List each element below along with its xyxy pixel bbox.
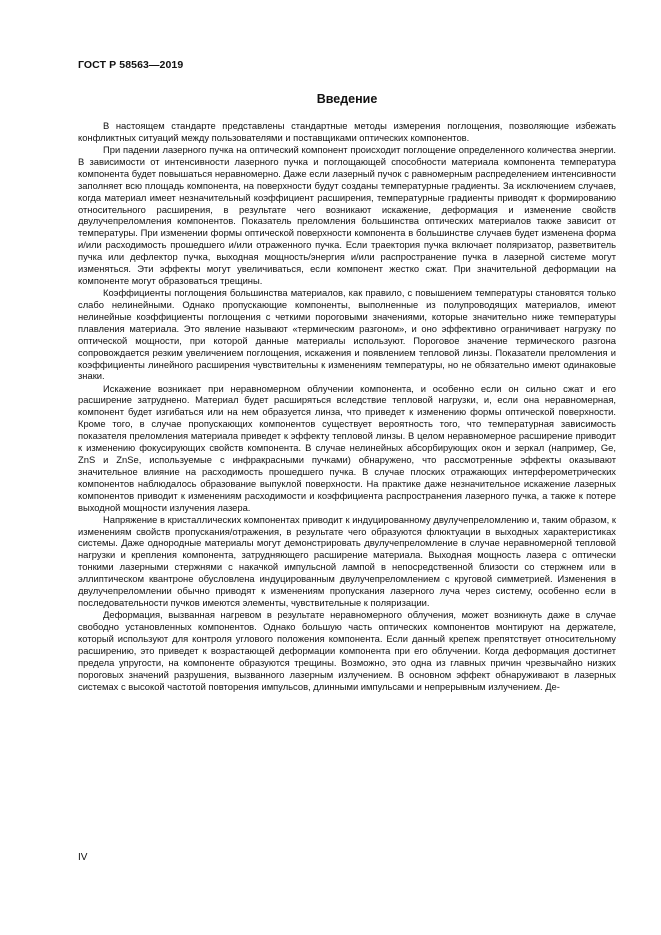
body-text <box>78 120 616 693</box>
paragraph: Напряжение в кристаллических компонентах приводит к индуцированному двулучепреломлению и, таким образом, к изменениям свойств пропускания/отражения, в результате чего образуются флюктуации в выходных характеристиках системы. Даже однородные материалы могут демонстрировать двулучепреломление в случае неравномерной тепловой нагрузки и крепления компонента, затрудняющего расширение материала. Выходная мощность лазера с оптически тонкими лазерными стержнями с накачкой импульсной лампой в непосредственной близости со стержнем или в эллиптическом квантроне обусловлена индуцированным двулучепреломлением с круговой симметрией. Изменения в двулучепреломлении обычно приводят к изменениям пропускания лазерного луча через систему, особенно если в последовательности пучков имеются элементы, чувствительные к поляризации. <box>78 513 616 608</box>
paragraph: При падении лазерного пучка на оптический компонент происходит поглощение определенного количества энергии. В зависимости от интенсивности лазерного пучка и поглощающей способности материала компонента температура компонента будет повышаться неравномерно. Даже если лазерный пучок с равномерным распределением интенсивности заполняет всю площадь компонента, на поверхности будут созданы температурные градиенты. За исключением случаев, когда материал имеет незначительный коэффициент расширения, температурные градиенты приводят к формированию относительного расширения, в результате чего возникают искажение, деформация и изменение свойств двулучепреломления компонентов. Показатель преломления большинства оптических материалов также зависит от температуры. При изменении формы оптической поверхности компонента в большинстве случаев будет изменена форма и/или расходимость прошедшего и/или отраженного пучка. Если траектория пучка включает поляризатор, разветвитель пучка или дефлектор пучка, выходная мощность/энергия и/или распространение пучка в лазерной системе могут изменяться. Эти эффекты могут увеличиваться, если компонент жестко сжат. При значительной деформации на компоненте могут образоваться трещины. <box>78 144 616 286</box>
standard-designation: ГОСТ Р 58563—2019 <box>78 59 184 71</box>
paragraph: Искажение возникает при неравномерном облучении компонента, и особенно если он сильно сжат и его расширение затруднено. Материал будет расширяться вследствие тепловой нагрузки, и, если она неравномерная, компонент будет изгибаться или на нем образуется линза, что приведет к изменению формы оптической поверхности. Кроме того, в случае пропускающих компонентов существует вероятность того, что температурная зависимость показателя преломления материала приведет к эффекту тепловой линзы. В целом неравномерное расширение приводит к изменению фокусирующих свойств компонента. В случае нелинейных абсорбирующих окон и зеркал (например, Ge, ZnS и ZnSe, используемые с инфракрасными пучками) обнаружено, что рассмотренные эффекты оказывают значительное влияние на расходимость прошедшего пучка. В случае плоских отражающих интерферометрических компонентов наблюдалось образование выпуклой поверхности. На практике даже незначительное искажение лазерных компонентов приводит к изменениям расходимости и коэффициента распространения лазерного пучка, а также к потере выходной мощности излучения лазера. <box>78 382 616 513</box>
paragraph: Деформация, вызванная нагревом в результате неравномерного облучения, может возникнуть даже в случае свободно установленных компонентов. Однако большую часть оптических компонентов монтируют на держателе, который используют для контроля углового положения компонента. Если данный крепеж препятствует относительному расширению, это приведет к возрастающей деформации компонента при его облучении. Когда деформация достигнет предела упругости, на компоненте образуются трещины. Возможно, это одна из главных причин чрезвычайно низких пороговых значений разрушения, вызванного лазерным излучением. В основном эффект обнаруживают в лазерных системах с высокой частотой повторения импульсов, длинными импульсами и непрерывным излучением. Де- <box>78 609 616 692</box>
page-number: IV <box>78 852 88 863</box>
paragraph: В настоящем стандарте представлены стандартные методы измерения поглощения, позволяющие избежать конфликтных ситуаций между пользователями и поставщиками оптических компонентов. <box>78 120 616 143</box>
section-title: Введение <box>316 92 378 106</box>
paragraph: Коэффициенты поглощения большинства материалов, как правило, с повышением температуры становятся только слабо нелинейными. Однако пропускающие компоненты, выполненные из полупроводящих материалов, имеют нелинейные коэффициенты поглощения с четкими пороговыми значениями, которые значительно ниже температуры плавления материала. Это явление называют «термическим разгоном», и оно эффективно ограничивает нагрузку по оптической мощности, при которой данные материалы используют. Пороговое значение термического разгона сопровождается резким увеличением поглощения, искажения и появлением тепловой линзы. Показатели преломления и коэффициенты линейного расширения чувствительны к изменениям температуры, но не обязательно имеют одинаковые знаки. <box>78 287 616 382</box>
